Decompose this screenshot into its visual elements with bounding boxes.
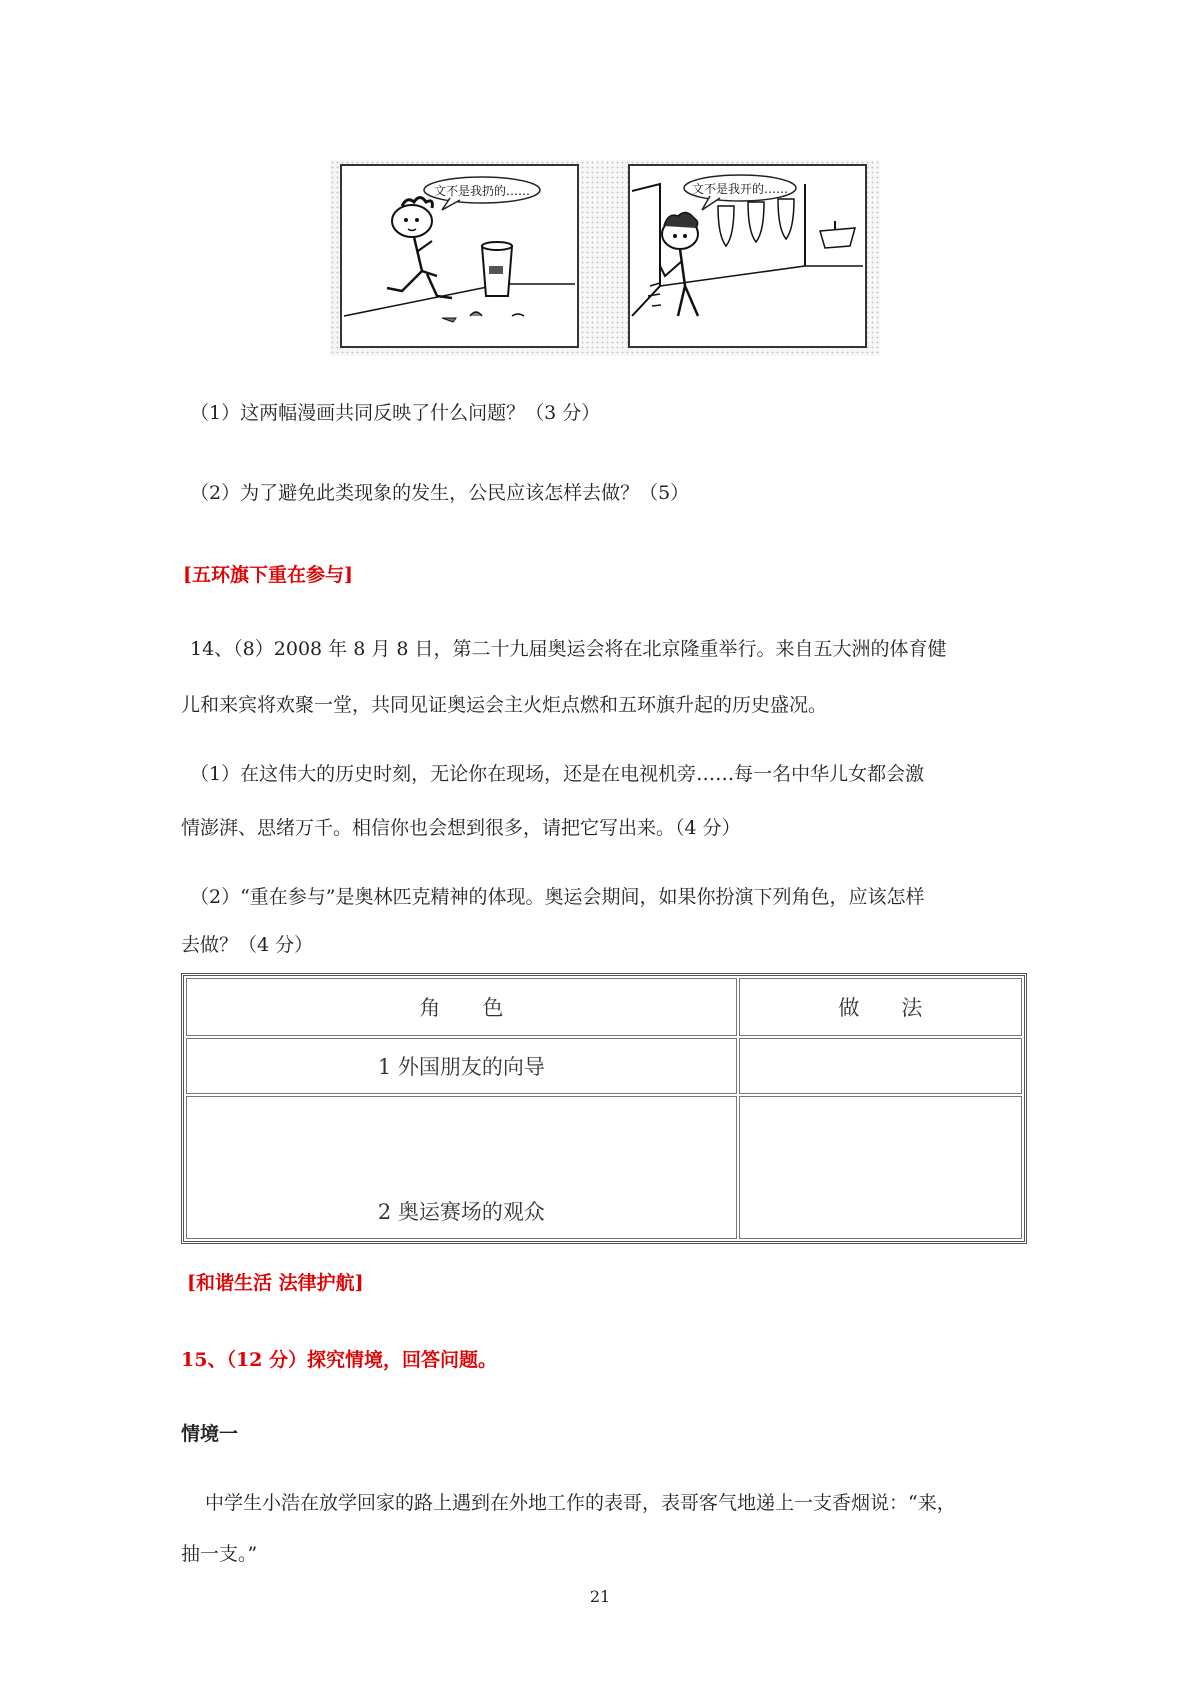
comic-restroom-illustration [630, 166, 865, 346]
scenario-text-line-1: 中学生小浩在放学回家的路上遇到在外地工作的表哥，表哥客气地递上一支香烟说：“来， [205, 1492, 956, 1514]
table-row [186, 1038, 1022, 1094]
comic-litter-illustration [342, 166, 577, 346]
question-14-intro-line-1: 14、（8）2008 年 8 月 8 日，第二十九届奥运会将在北京隆重举行。来自五大洲的体育健 [190, 638, 947, 660]
comic-bubble-1: 文不是我扔的…… [433, 184, 531, 198]
scenario-label: 情境一 [181, 1423, 239, 1445]
comic-panel-restroom [628, 164, 867, 348]
scenario-text-line-2: 抽一支。” [181, 1543, 258, 1565]
comic-bubble-2: 文不是我开的…… [691, 182, 789, 196]
action-cell [739, 1096, 1022, 1239]
question-14-part-1-line-2: 情澎湃、思绪万千。相信你也会想到很多，请把它写出来。（4 分） [181, 817, 741, 839]
column-header-action: 做 法 [739, 978, 1022, 1036]
comic-strip [330, 160, 880, 356]
table-header-row [186, 978, 1022, 1036]
section-heading-law: [和谐生活 法律护航] [187, 1272, 364, 1294]
role-cell: 2 奥运赛场的观众 [186, 1096, 737, 1239]
question-15-title: 15、（12 分）探究情境，回答问题。 [181, 1349, 497, 1371]
page-number: 21 [589, 1587, 611, 1606]
question-14-part-2-line-2: 去做？（4 分） [181, 934, 314, 956]
question-14-part-2-line-1: （2）“重在参与”是奥林匹克精神的体现。奥运会期间，如果你扮演下列角色，应该怎样 [190, 886, 925, 908]
section-heading-olympic: [五环旗下重在参与] [183, 564, 353, 586]
role-cell: 1 外国朋友的向导 [186, 1038, 737, 1094]
action-cell [739, 1038, 1022, 1094]
comic-panel-litter [340, 164, 579, 348]
roles-table [181, 973, 1027, 1244]
question-13-part-1: （1）这两幅漫画共同反映了什么问题？（3 分） [190, 402, 601, 424]
table-row [186, 1096, 1022, 1239]
question-14-intro-line-2: 儿和来宾将欢聚一堂，共同见证奥运会主火炬点燃和五环旗升起的历史盛况。 [181, 694, 828, 716]
column-header-role: 角 色 [186, 978, 737, 1036]
question-14-part-1-line-1: （1）在这伟大的历史时刻，无论你在现场，还是在电视机旁……每一名中华儿女都会激 [190, 763, 925, 785]
question-13-part-2: （2）为了避免此类现象的发生，公民应该怎样去做？（5） [190, 482, 690, 504]
